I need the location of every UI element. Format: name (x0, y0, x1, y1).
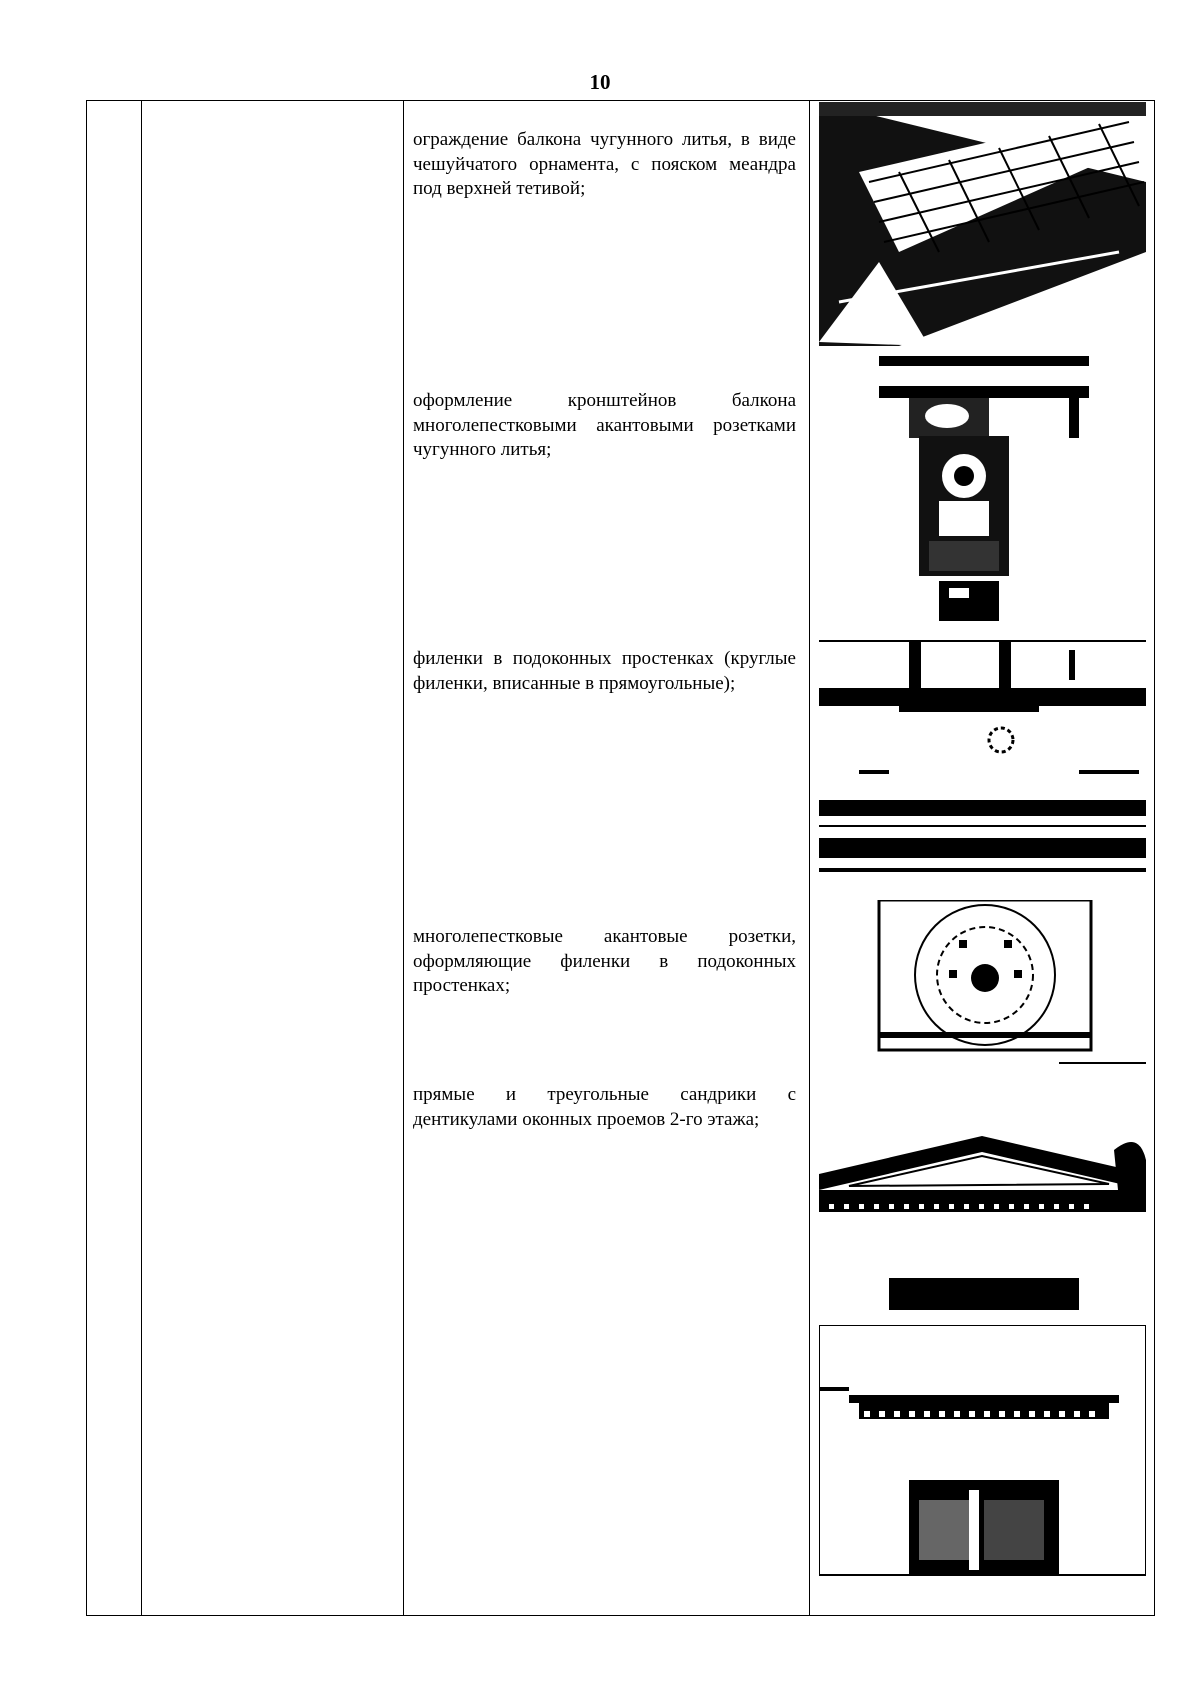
acanthus-rosette-photo (819, 900, 1146, 1068)
balcony-bracket-photo (819, 356, 1146, 624)
row-4-description: многолепестковые акантовые розетки, оформляющие филенки в подоконных простенках; (413, 926, 796, 996)
row-2-description: оформление кронштейнов балкона многолепестковыми акантовыми розетками чугунного литья; (413, 390, 796, 460)
row-3-description: филенки в подоконных простенках (круглые филенки, вписанные в прямоугольные); (413, 648, 796, 694)
window-pediment-photo (819, 1100, 1146, 1280)
column-divider-3 (809, 101, 810, 1615)
window-lintel-photo (819, 1280, 1146, 1312)
page-number: 10 (589, 70, 611, 94)
row-5-description: прямые и треугольные сандрики с дентикулами оконных проемов 2-го этажа; (413, 1084, 796, 1130)
under-window-panel-photo (819, 640, 1146, 892)
window-cornice-photo (819, 1325, 1146, 1577)
column-divider-2 (403, 101, 404, 1615)
row-1-description: ограждение балкона чугунного литья, в виде чешуйчатого орнамента, с пояском меандра под верхней тетивой; (413, 129, 796, 199)
balcony-railing-photo (819, 102, 1146, 346)
column-divider-1 (141, 101, 142, 1615)
